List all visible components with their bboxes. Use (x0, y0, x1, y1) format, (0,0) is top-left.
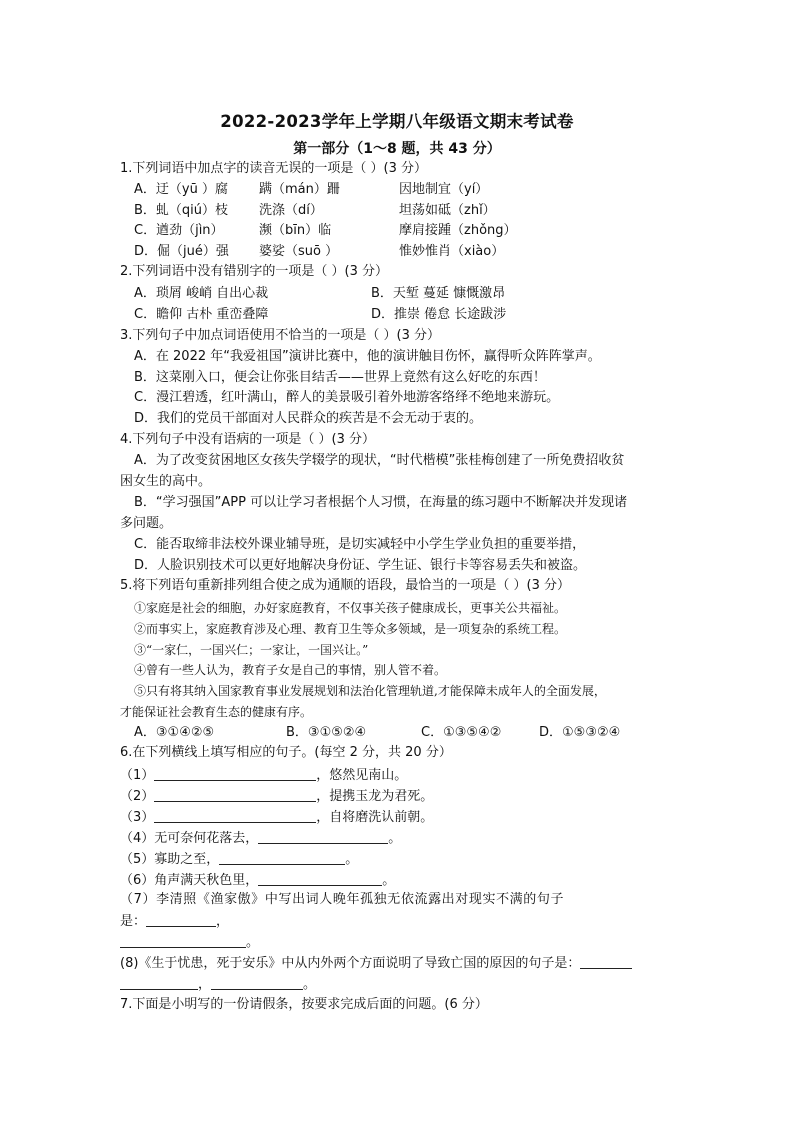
q5-sentence-4: ④曾有一些人认为，教育子女是自己的事情，别人管不着。 (134, 663, 447, 677)
q1-option-d-word3: 惟妙惟肖（xiào） (399, 244, 505, 259)
q6-item-7-blank-2[interactable] (120, 933, 246, 948)
q1-option-d-word1: D．倔（jué）强 (134, 244, 229, 259)
q6-item-7-answer-line (120, 912, 229, 931)
q5-stem: 5.将下列语句重新排列组合使之成为通顺的语段，最恰当的一项是（ ）(3 分） (120, 578, 571, 593)
q6-item-5-end: 。 (345, 852, 359, 867)
q5-sentence-2: ②而事实上，家庭教育涉及心理、教育卫生等众多领域，是一项复杂的系统工程。 (134, 622, 567, 636)
q5-sentence-5-line1: ⑤只有将其纳入国家教育事业发展规划和法治化管理轨道,才能保障未成年人的全面发展， (134, 684, 606, 698)
q4-option-a-line2: 困女生的高中。 (120, 474, 212, 489)
q3-option-d: D．我们的党员干部面对人民群众的疾苦是不会无动于衷的。 (134, 411, 483, 426)
q6-item-3-number: （3） (120, 810, 155, 825)
q6-item-2-blank[interactable] (154, 787, 316, 802)
q4-option-b-line1: B．“学习强国”APP 可以让学习者根据个人习惯，在海量的练习题中不断解决并发现诸 (134, 495, 628, 510)
q2-stem: 2.下列词语中没有错别字的一项是（ ）(3 分） (120, 264, 389, 279)
q1-option-a-word2: 蹒（mán）跚 (259, 182, 340, 197)
q6-item-4-text: （4）无可奈何花落去， (120, 831, 259, 846)
q5-option-b: B．③①⑤②④ (286, 725, 367, 740)
q4-option-b-line2: 多问题。 (120, 516, 173, 531)
q6-item-2 (120, 787, 433, 806)
q6-item-8-answer-line (120, 975, 316, 994)
part-one-heading: 第一部分（1～8 题，共 43 分） (293, 141, 501, 157)
q6-item-7-answer-line-2 (120, 933, 259, 952)
q6-item-7-comma: ， (216, 914, 230, 929)
q6-item-5-blank[interactable] (219, 850, 345, 865)
q1-option-b-word3: 坦荡如砥（zhǐ） (399, 203, 496, 218)
q6-item-4 (120, 829, 401, 848)
exam-title: 2022-2023学年上学期八年级语文期末考试卷 (220, 112, 574, 131)
q5-sentence-5-line2: 才能保证社会教育生态的健康有序。 (120, 705, 313, 719)
q3-option-b: B．这菜刚入口，便会让你张目结舌——世界上竟然有这么好吃的东西！ (134, 370, 546, 385)
q4-option-c: C．能否取缔非法校外课业辅导班，是切实减轻中小学生学业负担的重要举措， (134, 537, 586, 552)
q6-item-2-number: （2） (120, 789, 155, 804)
q5-option-c: C．①③⑤④② (421, 725, 502, 740)
q3-stem: 3.下列句子中加点词语使用不恰当的一项是（ ）(3 分） (120, 328, 441, 343)
q6-item-2-text: ，提携玉龙为君死。 (316, 789, 434, 804)
q6-item-3-blank[interactable] (154, 808, 316, 823)
q1-option-c-word3: 摩肩接踵（zhǒng） (399, 223, 517, 238)
q6-item-6-text: （6）角声满天秋色里， (120, 873, 259, 888)
q6-item-6 (120, 871, 395, 890)
q6-item-8-end: 。 (303, 977, 317, 992)
q6-item-8-prompt (120, 954, 632, 973)
q4-stem: 4.下列句子中没有语病的一项是（ ）(3 分） (120, 432, 376, 447)
q1-option-a-word3: 因地制宜（yí） (399, 182, 489, 197)
q6-item-7-end: 。 (246, 935, 260, 950)
q6-item-3 (120, 808, 433, 827)
q6-item-6-blank[interactable] (258, 871, 382, 886)
q6-item-8-comma: ， (198, 977, 212, 992)
q5-sentence-1: ①家庭是社会的细胞，办好家庭教育，不仅事关孩子健康成长，更事关公共福祉。 (134, 601, 567, 615)
q5-option-d: D．①⑤③②④ (539, 725, 621, 740)
q1-option-b-word2: 洗涤（dí） (259, 203, 323, 218)
q2-option-b: B．天堑 蔓延 慷慨激昂 (371, 286, 506, 301)
q1-stem: 1.下列词语中加点字的读音无误的一项是（ ）(3 分） (120, 161, 428, 176)
q6-item-1-blank[interactable] (154, 766, 316, 781)
q4-option-d: D．人脸识别技术可以更好地解决身份证、学生证、银行卡等容易丢失和被盗。 (134, 558, 587, 573)
q6-item-8-text: (8)《生于忧患，死于安乐》中从内外两个方面说明了导致亡国的原因的句子是： (120, 956, 581, 971)
q1-option-d-word2: 婆娑（suō ） (259, 244, 339, 259)
q6-item-5-text: （5）寡助之至， (120, 852, 220, 867)
q6-item-8-blank-2[interactable] (120, 975, 198, 990)
q3-option-c: C．漫江碧透，红叶满山，醉人的美景吸引着外地游客络绎不绝地来游玩。 (134, 390, 560, 405)
q7-stem: 7.下面是小明写的一份请假条，按要求完成后面的问题。(6 分） (120, 997, 488, 1012)
q6-stem: 6.在下列横线上填写相应的句子。(每空 2 分，共 20 分） (120, 745, 452, 760)
q2-option-c: C．瞻仰 古朴 重峦叠障 (134, 307, 269, 322)
q1-option-a-word1: A．迂（yū ）腐 (134, 182, 228, 197)
q6-item-8-blank-3[interactable] (211, 975, 303, 990)
q6-item-4-blank[interactable] (258, 829, 388, 844)
q6-item-5 (120, 850, 358, 869)
q2-option-d: D．推崇 倦怠 长途跋涉 (371, 307, 507, 322)
q6-item-7-label: 是： (120, 914, 147, 929)
q6-item-3-text: ，自将磨洗认前朝。 (316, 810, 434, 825)
q1-option-c-word2: 濒（bīn）临 (259, 223, 332, 238)
q6-item-4-end: 。 (388, 831, 402, 846)
q5-sentence-3: ③“一家仁，一国兴仁；一家让，一国兴让。” (134, 643, 369, 657)
q6-item-7-blank-1[interactable] (146, 912, 216, 927)
q2-option-a: A．琐屑 峻峭 自出心裁 (134, 286, 269, 301)
q1-option-b-word1: B．虬（qiú）枝 (134, 203, 229, 218)
q6-item-8-blank-1[interactable] (580, 954, 632, 969)
q5-option-a: A．③①④②⑤ (134, 725, 215, 740)
q6-item-1 (120, 766, 407, 785)
q1-option-c-word1: C．遒劲（jìn） (134, 223, 224, 238)
q6-item-7-prompt: （7）李清照《渔家傲》中写出词人晚年孤独无依流露出对现实不满的句子 (120, 892, 565, 907)
q6-item-1-number: （1） (120, 768, 155, 783)
q6-item-1-text: ，悠然见南山。 (316, 768, 408, 783)
q4-option-a-line1: A．为了改变贫困地区女孩失学辍学的现状，“时代楷模”张桂梅创建了一所免费招收贫 (134, 453, 625, 468)
q3-option-a: A．在 2022 年“我爱祖国”演讲比赛中，他的演讲触目伤怀，赢得听众阵阵掌声。 (134, 349, 601, 364)
q6-item-6-end: 。 (382, 873, 396, 888)
